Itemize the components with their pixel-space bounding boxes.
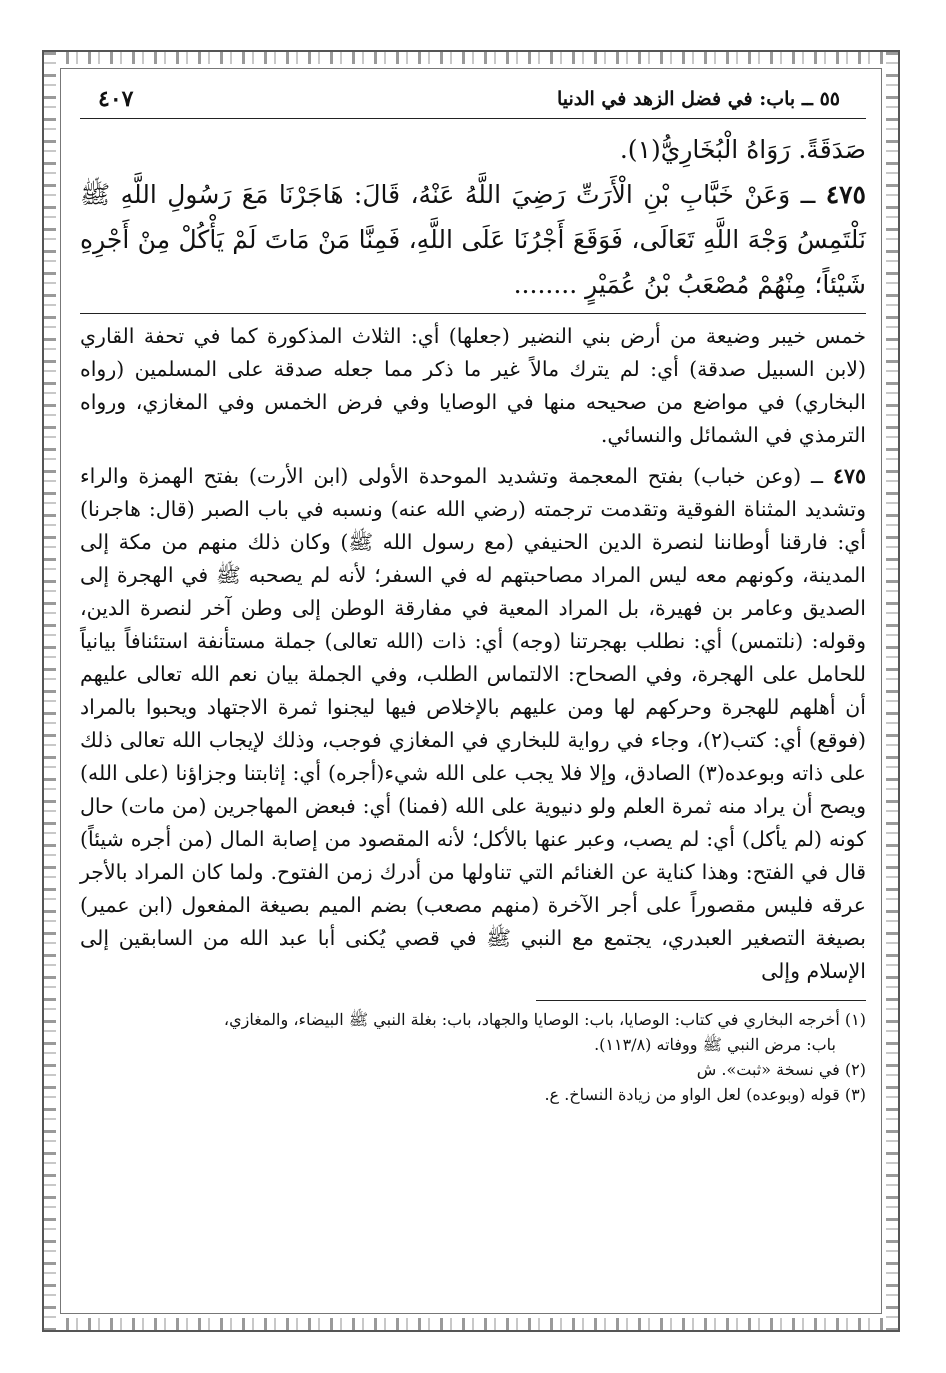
hadith-475 <box>80 172 866 307</box>
running-title: ٥٥ ــ باب: في فضل الزهد في الدنيا <box>556 88 840 110</box>
commentary-body: ــ (وعن خباب) بفتح المعجمة وتشديد الموحدة الأولى (ابن الأرت) بفتح الهمزة والراء وتشديد المثناة الفوقية وتقدمت ترجمته (رضي الله عنه) ونسبه في باب الصبر (قال: هاجرنا) أي: فارقنا أوطاننا لنصرة الدين الحنيفي (مع رسول الله ﷺ) وكان ذلك منهم من مكة إلى المدينة، وكونهم معه ليس المراد مصاحبتهم له في السفر؛ لأنه لم يصحبه ﷺ في الهجرة إلى الصديق وعامر بن فهيرة، بل المراد المعية في مفارقة الوطن إلى وطن آخر لنصرة الدين، وقوله: (نلتمس) أي: نطلب بهجرتنا (وجه) أي: ذات (الله تعالى) جملة مستأنفة استئنافاً بيانياً للحامل على الهجرة، وفي الصحاح: الالتماس الطلب، وفي الجملة بيان نعم الله تعالى عليهم أن أهلهم للهجرة وحركهم لها ومن عليهم بالإخلاص فيها ليجنوا ثمرة الاجتهاد ويحبوا بالمراد (فوقع) أي: كتب(٢)، وجاء في رواية للبخاري في المغازي فوجب، وذلك لإيجاب الله تعالى ذلك على ذاته وبوعده(٣) الصادق، وإلا فلا يجب على الله شيء(أجره) أي: إثابتنا وجزاؤنا (على الله) ويصح أن يراد منه ثمرة العلم ولو دنيوية على الله (فمنا) أي: فبعض المهاجرين (من مات) حال كونه (لم يأكل) أي: لم يصب، وعبر عنها بالأكل؛ لأنه المقصود من إصابة المال (من أجره شيئاً) قال في الفتح: وهذا كناية عن الغنائم التي تناولها من أدرك زمن الفتوح. ولما كان المراد بالأجر عرقه فليس مقصوراً على أجر الآخرة (منهم مصعب) بضم الميم بصيغة المفعول (ابن عمير) بصيغة التصغير العبدري، يجتمع مع النبي ﷺ في قصي يُكنى أبا عبد الله من السابقين إلى الإسلام وإلى <box>80 464 866 983</box>
commentary <box>80 320 866 988</box>
footnote-1-continued: باب: مرض النبي ﷺ ووفاته (١١٣/٨). <box>594 1035 836 1054</box>
page-content <box>80 84 866 1107</box>
footnote-3: (٣) قوله (وبوعده) لعل الواو من زيادة النساخ. ع. <box>544 1085 866 1104</box>
ornament-border-left <box>44 52 56 1330</box>
hadith-continuation: صَدَقَةً. رَوَاهُ الْبُخَارِيُّ(١). <box>619 135 866 164</box>
ornament-border-top <box>44 52 898 64</box>
ornament-border-bottom <box>44 1318 898 1330</box>
footnote-2: (٢) في نسخة «ثبت». ش <box>696 1060 866 1079</box>
hadith-text <box>80 127 866 307</box>
commentary-paragraph-2 <box>80 460 866 988</box>
page-number: ٤٠٧ <box>98 86 134 112</box>
ornament-border-right <box>886 52 898 1330</box>
page-header <box>80 84 866 119</box>
hadith-number: ٤٧٥ <box>825 180 866 209</box>
commentary-number: ٤٧٥ <box>832 464 866 488</box>
footnote-1: (١) أخرجه البخاري في كتاب: الوصايا، باب: الوصايا والجهاد، باب: بغلة النبي ﷺ البيضاء، والمغازي، <box>223 1010 866 1029</box>
commentary-paragraph-1: خمس خيبر وضيعة من أرض بني النضير (جعلها) أي: الثلاث المذكورة كما في تحفة القاري (لابن السبيل صدقة) أي: لم يترك مالاً غير ما ذكر مما جعله صدقة على المسلمين (رواه البخاري) في مواضع من صحيحه منها في الوصايا وفي فرض الخمس وفي المغازي، ورواه الترمذي في الشمائل والنسائي. <box>80 324 866 447</box>
hadith-dots: ........ <box>513 270 578 299</box>
section-divider <box>80 313 866 314</box>
footnote-divider <box>536 1000 866 1001</box>
hadith-body: ــ وَعَنْ خَبَّابِ بْنِ الْأَرَتِّ رَضِيَ اللَّهُ عَنْهُ، قَالَ: هَاجَرْنَا مَعَ رَسُولِ اللَّهِ ﷺ نَلْتَمِسُ وَجْهَ اللَّهِ تَعَالَى، فَوَقَعَ أَجْرُنَا عَلَى اللَّهِ، فَمِنَّا مَنْ مَاتَ لَمْ يَأْكُلْ مِنْ أَجْرِهِ شَيْئاً؛ مِنْهُمْ مُصْعَبُ بْنُ عُمَيْرٍ <box>80 180 866 299</box>
footnotes <box>80 1007 866 1107</box>
